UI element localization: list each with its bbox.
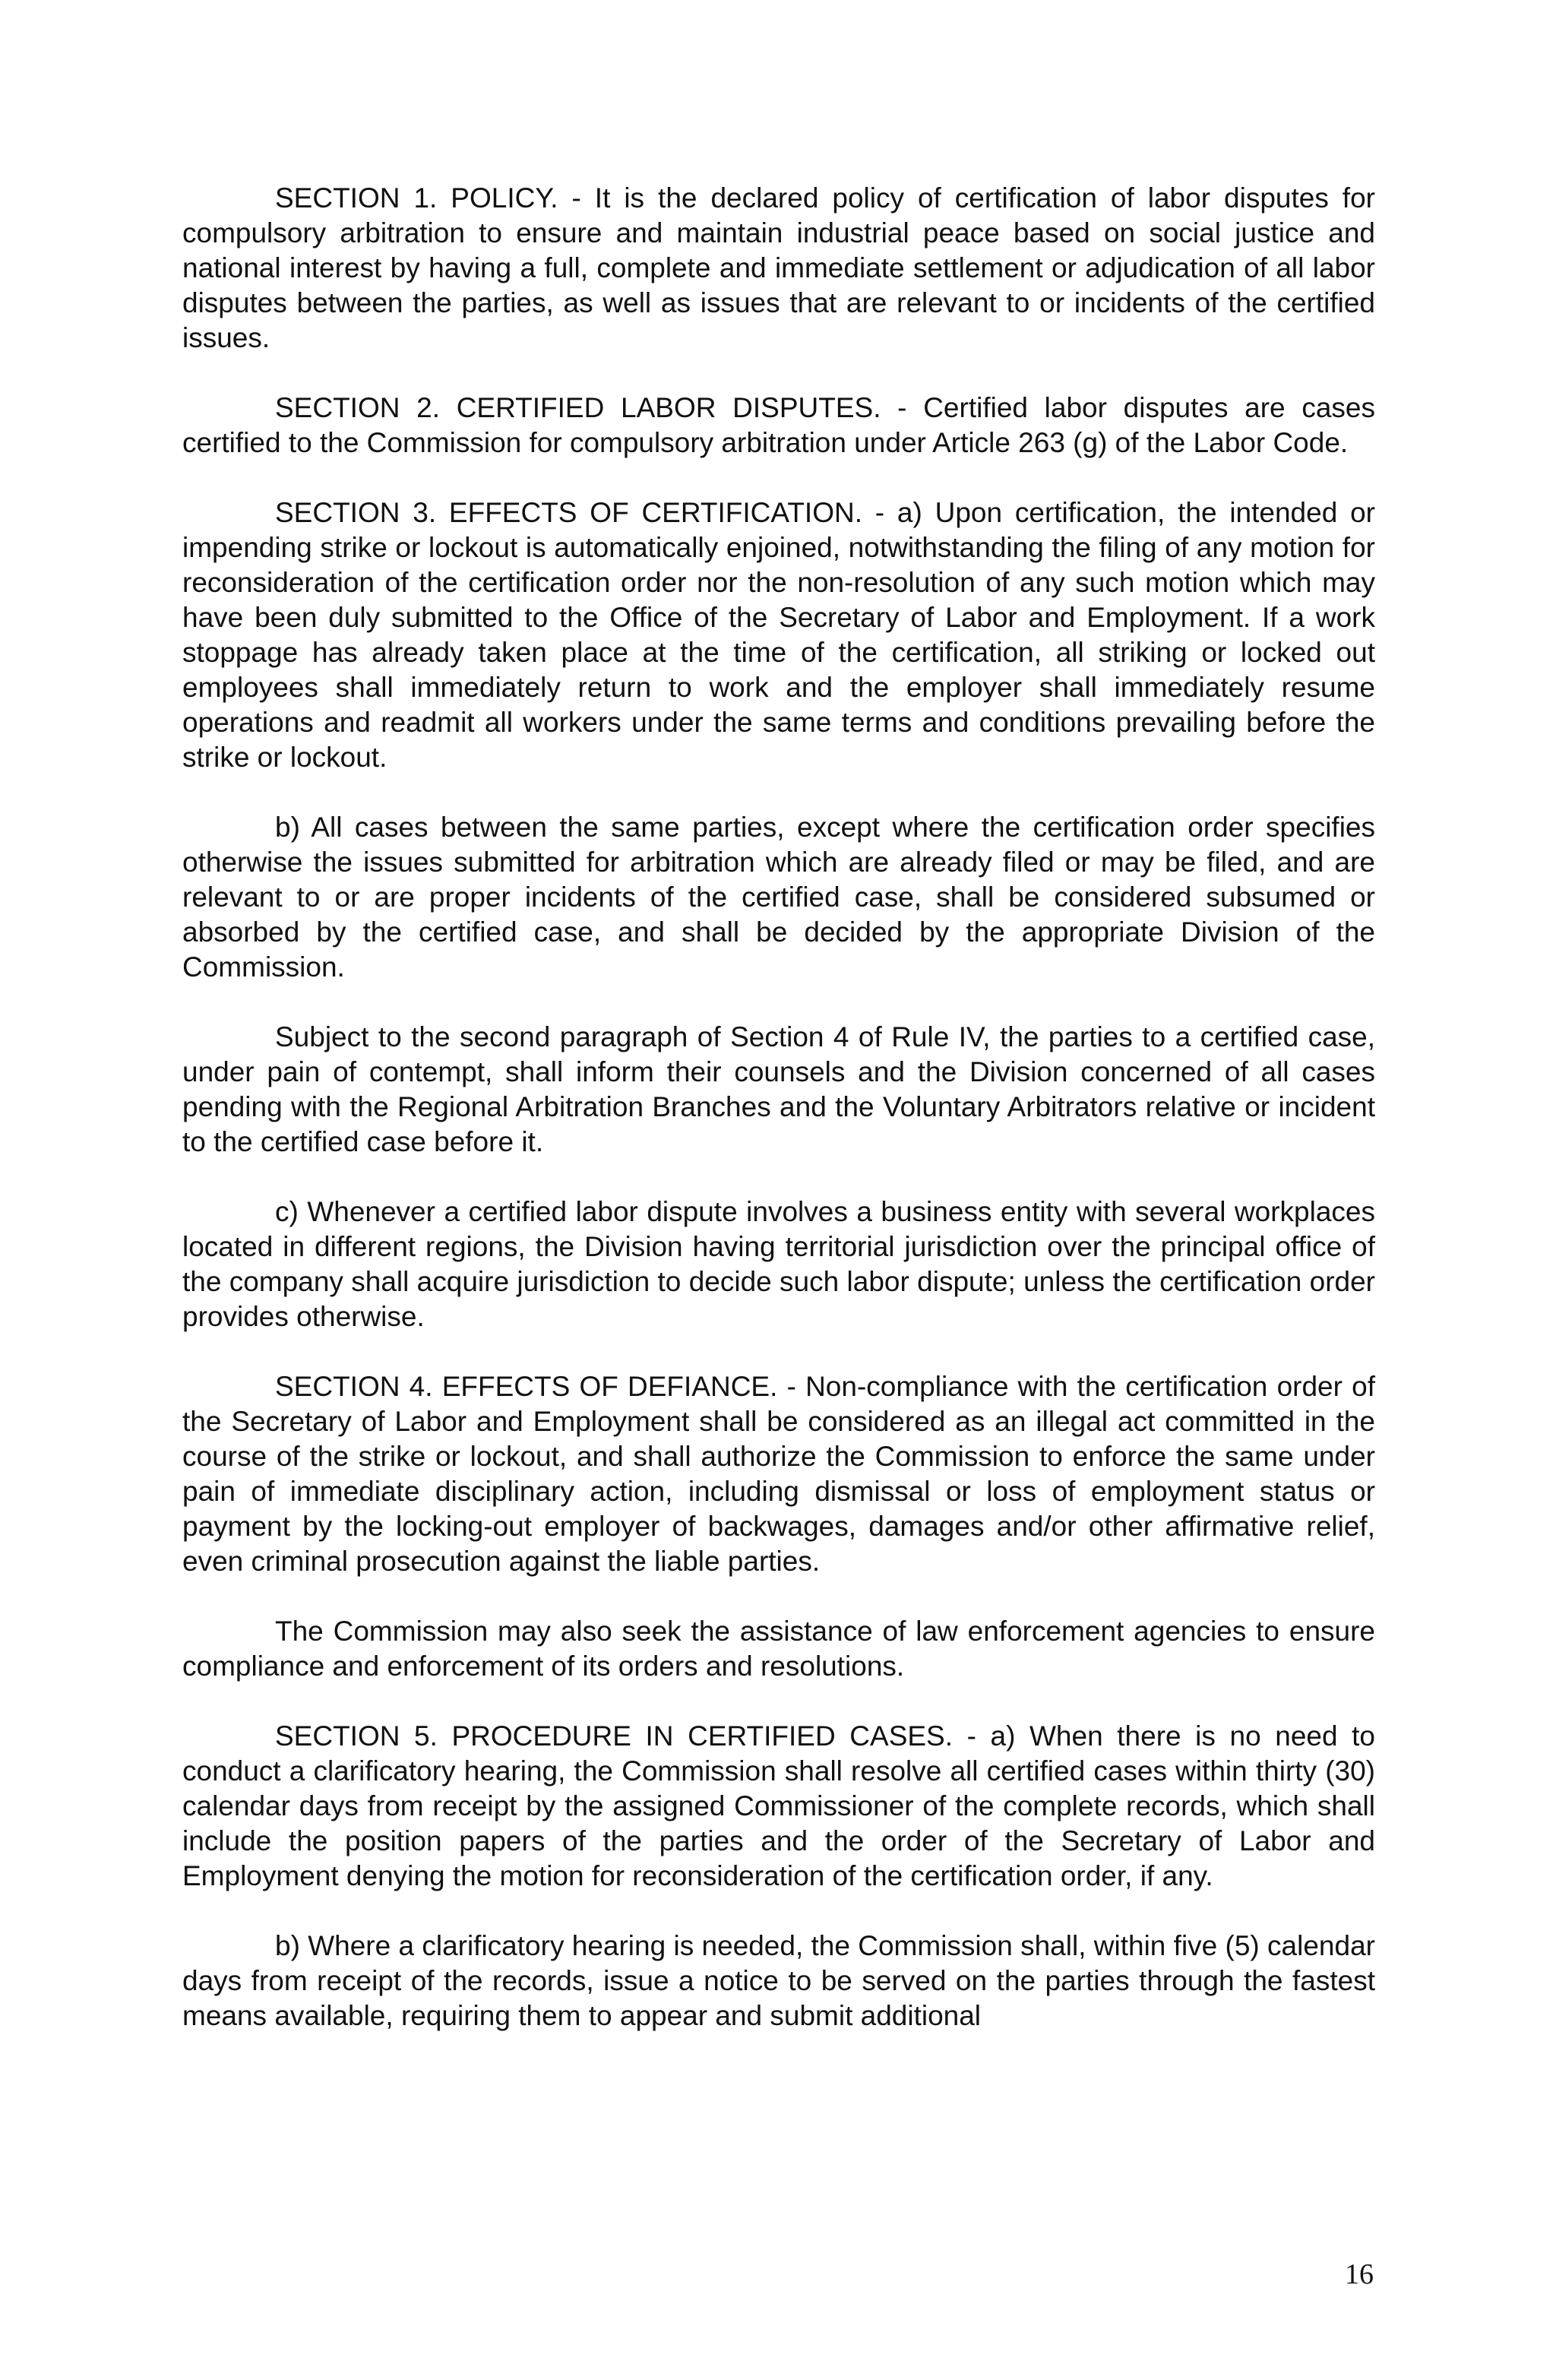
section-3-subject-paragraph: Subject to the second paragraph of Section 4 of Rule IV, the parties to a certified case, under pain of contempt, shall inform their counsels and the Division concerned of all cases pending with the Regional Arbitration Branches and the Voluntary Arbitrators relative or incident to the certified case before it. (182, 1021, 1375, 1157)
section-4-effects-of-defiance: SECTION 4. EFFECTS OF DEFIANCE. - Non-compliance with the certification order of the Secretary of Labor and Employment shall be considered as an illegal act committed in the course of the strike or lockout, and shall authorize the Commission to enforce the same under pain of immediate disciplinary action, including dismissal or loss of employment status or payment by the locking-out employer of backwages, damages and/or other affirmative relief, even criminal prosecution against the liable parties. (182, 1371, 1375, 1577)
section-3-paragraph-c: c) Whenever a certified labor dispute involves a business entity with several workplaces located in different regions, the Division having territorial jurisdiction over the principal office of the company shall acquire jurisdiction to decide such labor dispute; unless the certification order provides otherwise. (182, 1196, 1375, 1332)
section-5-procedure-in-certified-cases: SECTION 5. PROCEDURE IN CERTIFIED CASES. - a) When there is no need to conduct a clarificatory hearing, the Commission shall resolve all certified cases within thirty (30) calendar days from receipt by the assigned Commissioner of the complete records, which shall include the position papers of the parties and the order of the Secretary of Labor and Employment denying the motion for reconsideration of the certification order, if any. (182, 1720, 1375, 1891)
section-4-commission-assistance: The Commission may also seek the assistance of law enforcement agencies to ensure compliance and enforcement of its orders and resolutions. (182, 1616, 1375, 1682)
document-body (182, 181, 1375, 2033)
section-3-effects-of-certification: SECTION 3. EFFECTS OF CERTIFICATION. - a) Upon certification, the intended or impending strike or lockout is automatically enjoined, notwithstanding the filing of any motion for reconsideration of the certification order nor the non-resolution of any such motion which may have been duly submitted to the Office of the Secretary of Labor and Employment. If a work stoppage has already taken place at the time of the certification, all striking or locked out employees shall immediately return to work and the employer shall immediately resume operations and readmit all workers under the same terms and conditions prevailing before the strike or lockout. (182, 497, 1375, 773)
section-5-paragraph-b: b) Where a clarificatory hearing is needed, the Commission shall, within five (5) calendar days from receipt of the records, issue a notice to be served on the parties through the fastest means available, requiring them to appear and submit additional (182, 1930, 1375, 2031)
section-1-policy: SECTION 1. POLICY. - It is the declared policy of certification of labor disputes for compulsory arbitration to ensure and maintain industrial peace based on social justice and national interest by having a full, complete and immediate settlement or adjudication of all labor disputes between the parties, as well as issues that are relevant to or incidents of the certified issues. (182, 182, 1375, 353)
section-3-paragraph-b: b) All cases between the same parties, except where the certification order specifies otherwise the issues submitted for arbitration which are already filed or may be filed, and are relevant to or are proper incidents of the certified case, shall be considered subsumed or absorbed by the certified case, and shall be decided by the appropriate Division of the Commission. (182, 812, 1375, 983)
page-number: 16 (1345, 2258, 1374, 2290)
section-2-certified-labor-disputes: SECTION 2. CERTIFIED LABOR DISPUTES. - Certified labor disputes are cases certified to the Commission for compulsory arbitration under Article 263 (g) of the Labor Code. (182, 392, 1375, 458)
